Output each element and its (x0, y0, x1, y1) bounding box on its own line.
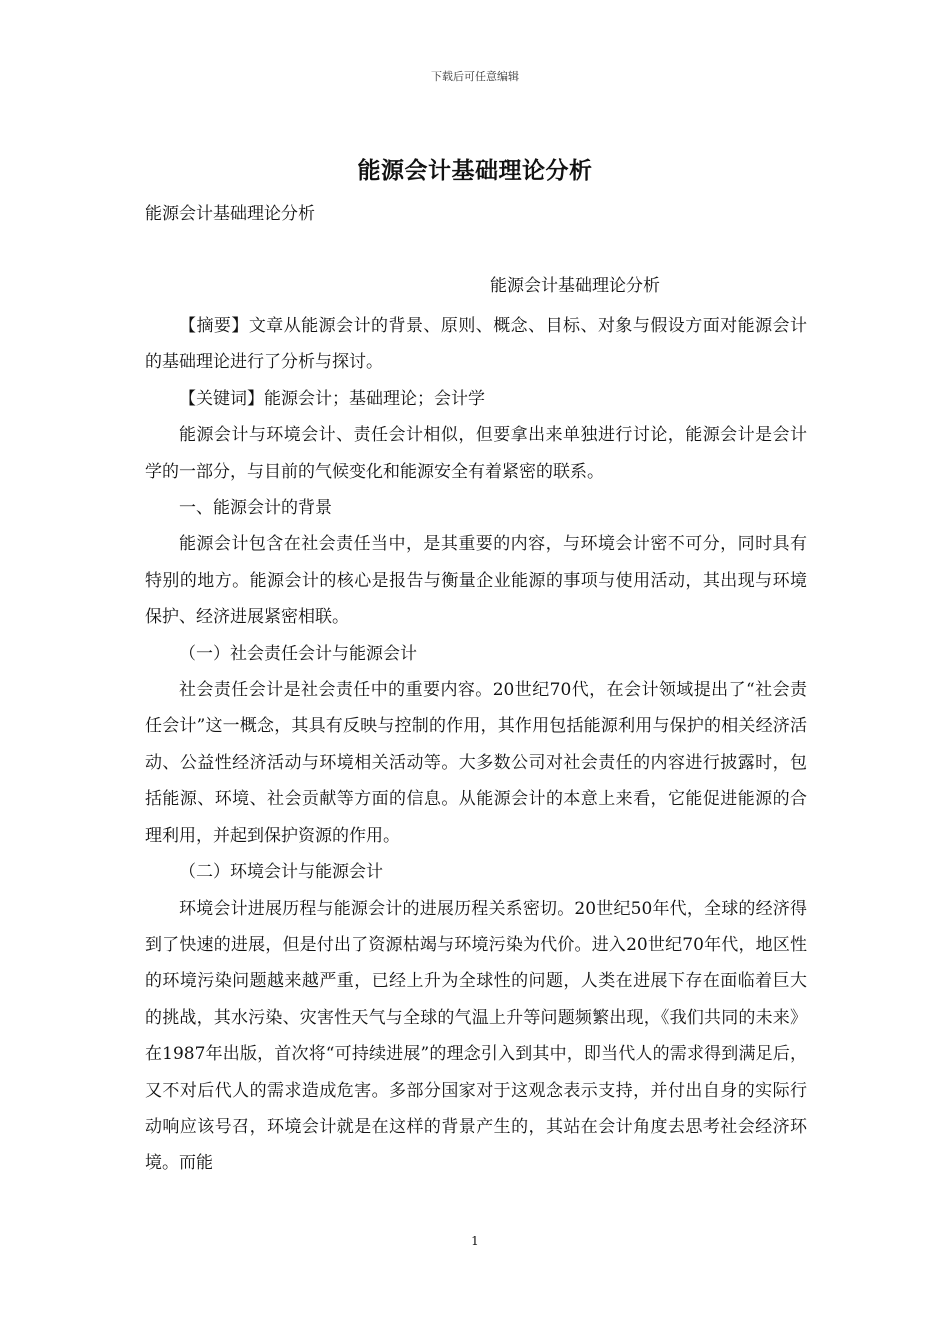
page-number: 1 (471, 1234, 479, 1248)
subtitle-left: 能源会计基础理论分析 (145, 204, 315, 224)
section-heading-1: 一、能源会计的背景 (179, 498, 332, 519)
document-title: 能源会计基础理论分析 (357, 157, 593, 184)
subsection-2-paragraph: 环境会计进展历程与能源会计的进展历程关系密切。20世纪50年代，全球的经济得到了快速的进展，但是付出了资源枯竭与环境污染为代价。进入20世纪70年代，地区性的环境污染问题越来越严重，已经上升为全球性的问题，人类在进展下存在面临着巨大的挑战，其水污染、灾害性天气与全球的气温上升等问题频繁出现，《我们共同的未来》在1987年出版，首次将“可持续进展”的理念引入到其中，即当代人的需求得到满足后，又不对后代人的需求造成危害。多部分国家对于这观念表示支持，并付出自身的实际行动响应该号召，环境会计就是在这样的背景产生的，其站在会计角度去思考社会经济环境。而能 (145, 898, 807, 1174)
subsection-heading-2: （二）环境会计与能源会计 (179, 862, 383, 883)
keywords-paragraph: 【关键词】能源会计；基础理论；会计学 (179, 388, 485, 409)
subsection-heading-1: （一）社会责任会计与能源会计 (179, 643, 417, 664)
intro-paragraph: 能源会计与环境会计、责任会计相似，但要拿出来单独进行讨论，能源会计是会计学的一部分，与目前的气候变化和能源安全有着紧密的联系。 (145, 425, 807, 482)
section-1-paragraph: 能源会计包含在社会责任当中，是其重要的内容，与环境会计密不可分，同时具有特别的地方。能源会计的核心是报告与衡量企业能源的事项与使用活动，其出现与环境保护、经济进展紧密相联。 (145, 534, 807, 628)
subtitle-right: 能源会计基础理论分析 (490, 276, 660, 296)
subsection-1-paragraph: 社会责任会计是社会责任中的重要内容。20世纪70代，在会计领域提出了“社会责任会计”这一概念，其具有反映与控制的作用，其作用包括能源利用与保护的相关经济活动、公益性经济活动与环境相关活动等。大多数公司对社会责任的内容进行披露时，包括能源、环境、社会贡献等方面的信息。从能源会计的本意上来看，它能促进能源的合理利用，并起到保护资源的作用。 (145, 680, 807, 846)
document-body (145, 308, 807, 1182)
abstract-paragraph: 【摘要】文章从能源会计的背景、原则、概念、目标、对象与假设方面对能源会计的基础理论进行了分析与探讨。 (145, 316, 807, 373)
header-note: 下载后可任意编辑 (431, 70, 519, 83)
